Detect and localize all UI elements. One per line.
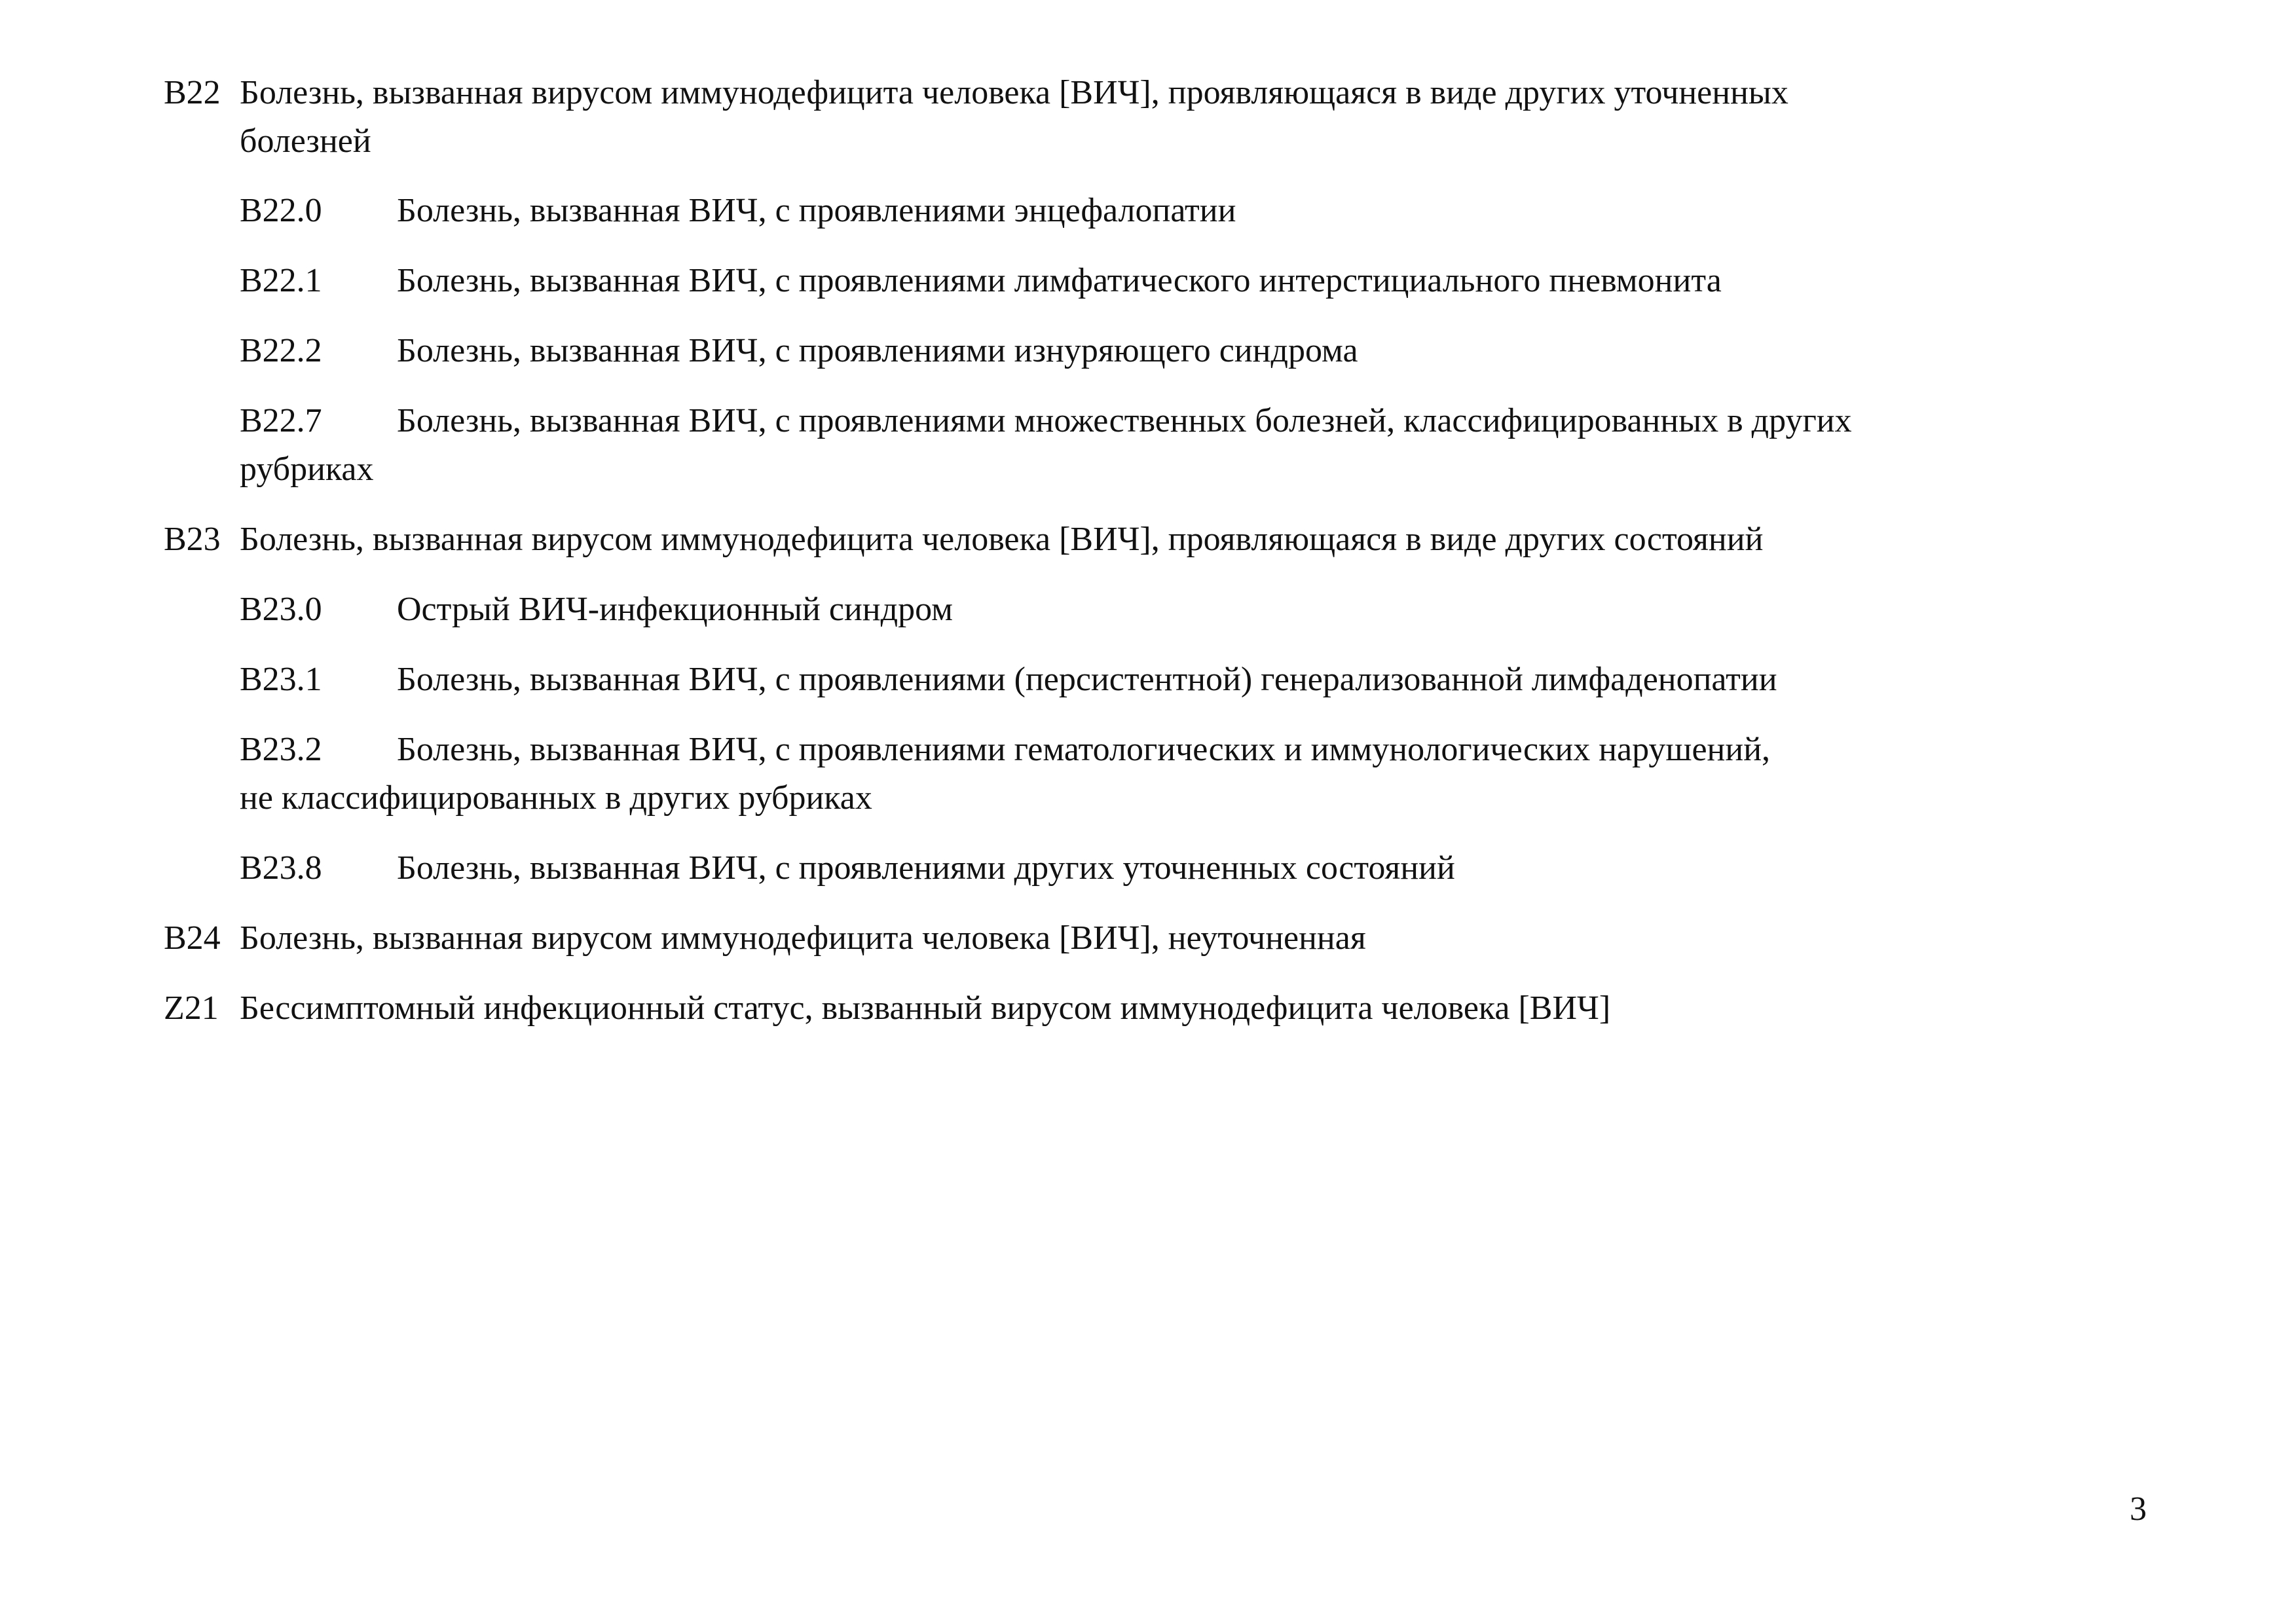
entry-text-line-2: рубриках <box>240 451 374 488</box>
entry-text-line-1: Болезнь, вызванная ВИЧ, с проявлениями изнуряющего синдрома <box>397 332 1358 369</box>
entry-code: B24 <box>164 919 221 957</box>
entry-code: Z21 <box>164 989 219 1027</box>
entry-code: B22.0 <box>240 192 322 229</box>
entry-text-line-1: Болезнь, вызванная вирусом иммунодефицита человека [ВИЧ], проявляющаяся в виде других состояний <box>240 521 1764 558</box>
page-number: 3 <box>2130 1490 2147 1528</box>
entry-text-line-2: болезней <box>240 122 371 160</box>
entry-text <box>240 69 1788 166</box>
entry-text-line-1: Болезнь, вызванная ВИЧ, с проявлениями множественных болезней, классифицированных в других <box>397 402 1852 439</box>
entry-text-line-1: Острый ВИЧ-инфекционный синдром <box>397 591 953 628</box>
entry-code: B22.7 <box>240 402 322 439</box>
entry-code: B22.2 <box>240 332 322 369</box>
entry-text-line-1: Болезнь, вызванная ВИЧ, с проявлениями (персистентной) генерализованной лимфаденопатии <box>397 661 1777 698</box>
entry-code: B22 <box>164 74 221 111</box>
entry-code: B23 <box>164 521 221 558</box>
entry-code: B22.1 <box>240 262 322 299</box>
entry-code: B23.2 <box>240 731 322 768</box>
entry-code: B23.8 <box>240 849 322 887</box>
entry-text <box>240 984 1610 1033</box>
entry-text-line-1: Болезнь, вызванная ВИЧ, с проявлениями других уточненных состояний <box>397 849 1455 887</box>
entry-text-line-1: Бессимптомный инфекционный статус, вызванный вирусом иммунодефицита человека [ВИЧ] <box>240 989 1611 1027</box>
entry-text-line-1: Болезнь, вызванная ВИЧ, с проявлениями гематологических и иммунологических нарушений, <box>397 731 1771 768</box>
entry-text-line-1: Болезнь, вызванная вирусом иммунодефицита человека [ВИЧ], неуточненная <box>240 919 1366 957</box>
entry-text <box>240 914 1366 963</box>
entry-text-line-1: Болезнь, вызванная ВИЧ, с проявлениями лимфатического интерстициального пневмонита <box>397 262 1722 299</box>
entry-code: B23.0 <box>240 591 322 628</box>
entry-text-line-1: Болезнь, вызванная ВИЧ, с проявлениями энцефалопатии <box>397 192 1236 229</box>
entry-text-line-1: Болезнь, вызванная вирусом иммунодефицита человека [ВИЧ], проявляющаяся в виде других уточненных <box>240 74 1788 111</box>
entry-text <box>240 515 1763 564</box>
entry-text-line-2: не классифицированных в других рубриках <box>240 779 872 817</box>
entry-code: B23.1 <box>240 661 322 698</box>
